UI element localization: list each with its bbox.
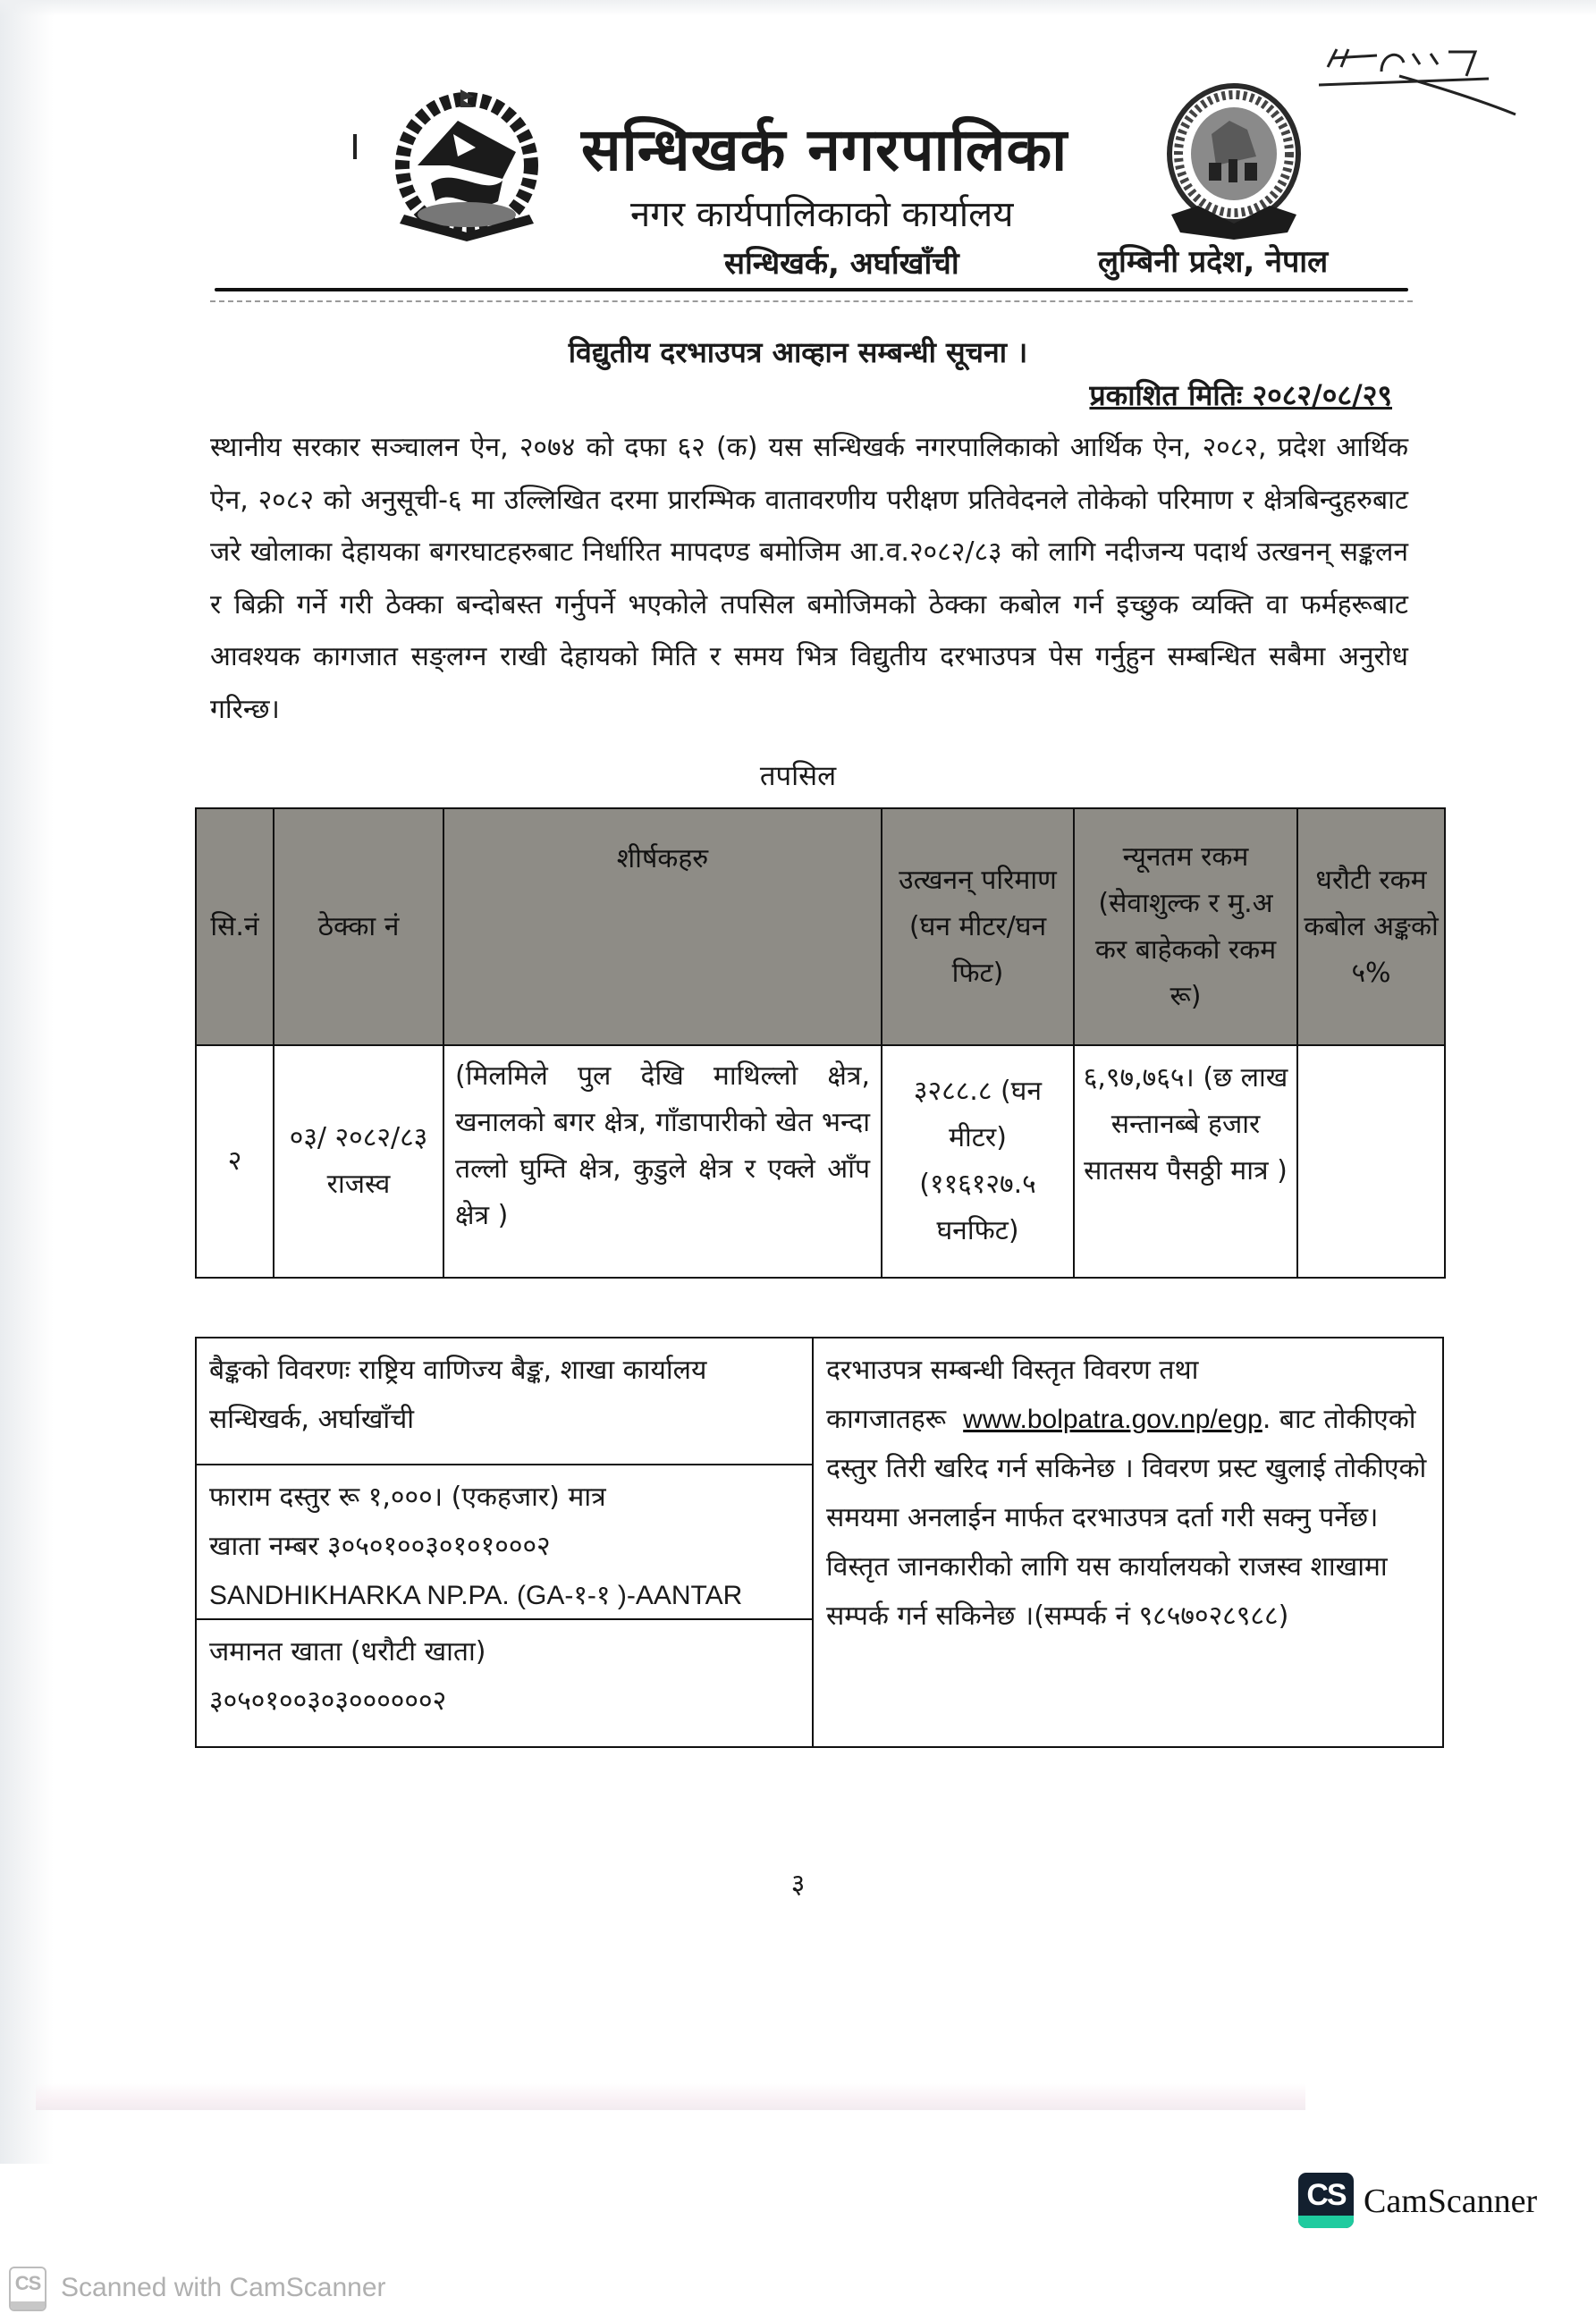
header-pipe-mark — [353, 134, 357, 159]
scanned-with-camscanner: Scanned with CamScanner — [61, 2273, 386, 2302]
camscanner-footer-band — [11, 2301, 45, 2309]
scan-artifact — [36, 2083, 1305, 2110]
cell-serial: २ — [196, 1045, 274, 1278]
header-min-amount: न्यूनतम रकम (सेवाशुल्क र मु.अ कर बाहेकको रकम रू) — [1074, 808, 1297, 1045]
cell-deposit — [1297, 1045, 1445, 1278]
table-header-row — [196, 808, 1445, 1045]
camscanner-footer-letters: CS — [14, 2272, 41, 2294]
bank-info-box — [195, 1337, 1444, 1748]
notice-title: विद्युतीय दरभाउपत्र आव्हान सम्बन्धी सूचना । — [568, 335, 1028, 369]
municipality-seal-icon — [1162, 80, 1305, 241]
bank-info-left — [197, 1338, 814, 1746]
address-district: सन्धिखर्क, अर्घाखाँची — [724, 246, 959, 282]
tender-details — [814, 1338, 1441, 1648]
nepal-emblem-icon — [368, 80, 565, 241]
form-fee-section — [197, 1465, 812, 1620]
notice-body: स्थानीय सरकार सञ्चालन ऐन, २०७४ को दफा ६२ (क) यस सन्धिखर्क नगरपालिकाको आर्थिक ऐन, २०८२, प्रदेश आर्थिक ऐन, २०८२ को अनुसूची-६ मा उल्लिखित दरमा प्रारम्भिक वातावरणीय परीक्षण प्रतिवेदनले तोकेको परिमाण र क्षेत्रबिन्दुहरुबाट जरे खोलाका देहायका बगरघाटहरुबाट निर्धारित मापदण्ड बमोजिम आ.व.२०८२/८३ को लागि नदीजन्य पदार्थ उत्खनन् सङ्कलन र बिक्री गर्ने गरी ठेक्का बन्दोबस्त गर्नुपर्ने भएकोले तपसिल बमोजिमको ठेक्का कबोल गर्न इच्छुक व्यक्ति वा फर्महरूबाट आवश्यक कागजात सङ्लग्न राखी देहायको मिति र समय भित्र विद्युतीय दरभाउपत्र पेस गर्नुहुन सम्बन्धित सबैमा अनुरोध गरिन्छ। — [210, 432, 1408, 725]
guarantee-label: जमानत खाता (धरौटी खाता) — [209, 1636, 486, 1668]
header-titles: शीर्षकहरु — [443, 808, 882, 1045]
schedule-label: तपसिल — [759, 760, 837, 792]
bolpatra-link[interactable]: www.bolpatra.gov.np/egp — [963, 1405, 1262, 1434]
address-province: लुम्बिनी प्रदेश, नेपाल — [1098, 244, 1329, 280]
table-row — [196, 1045, 1445, 1278]
cell-title: (मिलमिले पुल देखि माथिल्लो क्षेत्र, खनालको बगर क्षेत्र, गाँडापारीको खेत भन्दा तल्लो घुम्ति क्षेत्र, कुडुले क्षेत्र र एक्ले आँप क्षेत्र ) — [443, 1045, 882, 1278]
header-contract-no: ठेक्का नं — [274, 808, 443, 1045]
camscanner-logo-icon — [1298, 2173, 1354, 2228]
account-name: SANDHIKHARKA NP.PA. (GA-१-१ )-AANTAR — [209, 1581, 743, 1610]
published-date: प्रकाशित मितिः २०८२/०८/२९ — [1089, 378, 1392, 412]
header-quantity: उत्खनन् परिमाण (घन मीटर/घन फिट) — [882, 808, 1074, 1045]
guarantee-number: ३०५०१००३०३००००००२ — [209, 1685, 447, 1717]
camscanner-logo-band — [1298, 2216, 1354, 2228]
details-rest: . बाट तोकीएको दस्तुर तिरी खरिद गर्न सकिनेछ । विवरण प्रस्ट खुलाई तोकीएको समयमा अनलाईन मार्फत दरभाउपत्र दर्ता गरी सक्नु पर्नेछ। विस्तृत जानकारीको लागि यस कार्यालयको राजस्व शाखामा सम्पर्क गर्न सकिनेछ ।(सम्पर्क नं ९८५७०२८९८८) — [826, 1404, 1427, 1632]
guarantee-section — [197, 1620, 812, 1746]
office-name: नगर कार्यपालिकाको कार्यालय — [630, 194, 1014, 235]
header-deposit: धरौटी रकम कबोल अङ्कको ५% — [1297, 808, 1445, 1045]
form-fee: फाराम दस्तुर रू १,०००। (एकहजार) मात्र — [209, 1482, 606, 1513]
tender-table — [195, 807, 1446, 1279]
header-rule-dotted — [210, 300, 1413, 302]
header-rule — [215, 288, 1408, 291]
camscanner-logo-letters: CS — [1306, 2178, 1346, 2212]
camscanner-footer-icon — [9, 2267, 46, 2311]
account-number: खाता नम्बर ३०५०१००३०१०१०००२ — [209, 1531, 551, 1562]
cell-quantity: ३२८८.८ (घन मीटर) (११६१२७.५ घनफिट) — [882, 1045, 1074, 1278]
page-top-shadow — [0, 0, 1596, 16]
cell-min-amount: ६,९७,७६५। (छ लाख सन्तानब्बे हजार सातसय पैसठ्ठी मात्र ) — [1074, 1045, 1297, 1278]
header-serial: सि.नं — [196, 808, 274, 1045]
details-intro: दरभाउपत्र सम्बन्धी विस्तृत विवरण तथा कागजातहरू — [826, 1355, 1199, 1435]
page-edge-shadow — [0, 0, 54, 2164]
handwritten-annotation — [1314, 45, 1529, 116]
camscanner-brand: CamScanner — [1364, 2183, 1538, 2220]
cell-contract-no: ०३/ २०८२/८३ राजस्व — [274, 1045, 443, 1278]
bank-details: बैङ्कको विवरणः राष्ट्रिय वाणिज्य बैङ्क, शाखा कार्यालय सन्धिखर्क, अर्घाखाँची — [197, 1338, 812, 1465]
org-name: सन्धिखर्क नगरपालिका — [581, 115, 1068, 184]
page-number: ३ — [790, 1869, 806, 1900]
